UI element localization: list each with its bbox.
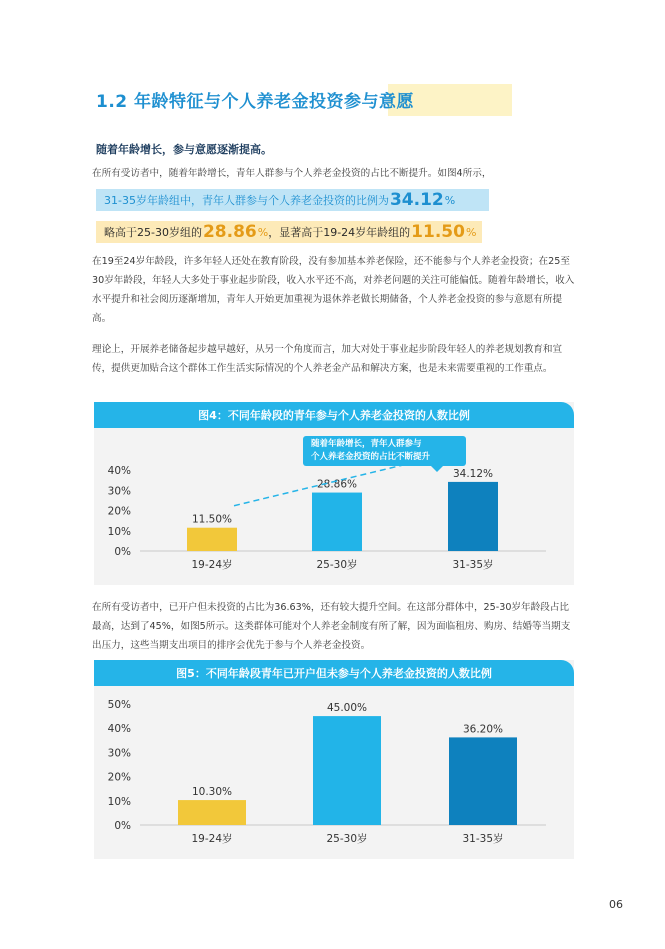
chart-2-x-tick: 25-30岁 — [326, 833, 368, 845]
highlight-2-middle: ，显著高于19-24岁年龄组的 — [268, 226, 411, 239]
chart-1-y-tick: 0% — [114, 546, 131, 558]
chart-1-y-tick: 30% — [107, 485, 131, 498]
highlight-2-value-1: 28.86 — [202, 222, 257, 242]
chart-1-bar — [312, 493, 362, 551]
section-title — [96, 82, 414, 116]
highlight-2-prefix: 略高于25-30岁组的 — [104, 226, 202, 239]
highlight-2-value-2: 11.50 — [411, 222, 465, 242]
chart-1 — [94, 402, 574, 585]
chart-1-y-tick: 20% — [107, 505, 131, 518]
highlight-2-unit-2: % — [465, 225, 477, 239]
chart-2-y-tick: 30% — [107, 747, 131, 760]
chart-1-plot — [94, 402, 574, 585]
chart-2-y-tick: 40% — [107, 723, 131, 736]
chart-2-bar — [313, 716, 381, 825]
chart-1-x-tick: 25-30岁 — [316, 559, 358, 571]
chart-2-y-tick: 10% — [107, 795, 131, 808]
chart-2-bar — [449, 737, 517, 825]
chart-2-data-label: 36.20% — [462, 723, 504, 736]
highlight-2-unit-1: % — [257, 225, 269, 239]
chart-2-y-tick: 20% — [107, 771, 131, 784]
chart-1-data-label: 34.12% — [452, 467, 494, 480]
chart-2-y-tick: 50% — [107, 699, 131, 711]
highlight-1-prefix: 31-35岁年龄组中，青年人群参与个人养老金投资的比例为 — [104, 194, 389, 207]
chart-2-x-tick: 19-24岁 — [191, 833, 233, 845]
paragraph-2: 在19至24岁年龄段，许多年轻人还处在教育阶段，没有参加基本养老保险，还不能参与个人养老金投资；在25至30岁年龄段，年轻人大多处于事业起步阶段，收入水平还不高，对养老问题的关注可能偏低。随着年龄增长，收入水平提升和社会阅历逐渐增加，青年人开始更加重视为退休养老做长期储备，个人养老金投资的参与意愿有所提高。 — [92, 256, 575, 324]
paragraph-4: 在所有受访者中，已开户但未投资的占比为36.63%，还有较大提升空间。在这部分群体中，25-30岁年龄段占比最高，达到了45%，如图5所示。这类群体可能对个人养老金制度有所了解，因为面临租房、购房、结婚等当期支出压力，这些当期支出项目的排序会优先于参与个人养老金投资。 — [92, 602, 571, 651]
callout-line-2: 个人养老金投资的占比不断提升 — [311, 452, 431, 462]
chart-1-y-tick: 10% — [107, 525, 131, 538]
chart-2-x-tick: 31-35岁 — [462, 833, 504, 845]
paragraph-3: 理论上，开展养老储备起步越早越好，从另一个角度而言，加大对处于事业起步阶段年轻人的养老规划教育和宣传，提供更加贴合这个群体工作生活实际情况的个人养老金产品和解决方案，也是未来需要重视的工作重点。 — [92, 344, 563, 374]
chart-2 — [94, 660, 574, 859]
chart-2-title: 图5：不同年龄段青年已开户但未参与个人养老金投资的人数比例 — [94, 660, 574, 686]
chart-2-data-label: 45.00% — [326, 702, 368, 715]
highlight-bar-1 — [96, 189, 489, 211]
subheading: 随着年龄增长，参与意愿逐渐提高。 — [96, 143, 272, 156]
chart-1-data-label: 11.50% — [191, 513, 233, 526]
chart-1-bar — [448, 482, 498, 551]
chart-1-callout — [303, 436, 466, 466]
page-number: 06 — [609, 898, 623, 911]
chart-1-bar — [187, 528, 237, 551]
section-title-text: 1.2 年龄特征与个人养老金投资参与意愿 — [96, 91, 415, 112]
chart-2-plot — [94, 660, 574, 859]
chart-1-data-label: 28.86% — [316, 478, 358, 491]
highlight-bar-2 — [96, 221, 482, 243]
paragraph-1: 在所有受访者中，随着年龄增长，青年人群参与个人养老金投资的占比不断提升。如图4所示， — [92, 168, 492, 179]
callout-line-1: 随着年龄增长，青年人群参与 — [311, 439, 422, 449]
chart-1-title: 图4：不同年龄段的青年参与个人养老金投资的人数比例 — [94, 402, 574, 428]
chart-1-y-tick: 40% — [107, 465, 131, 477]
chart-2-y-tick: 0% — [114, 820, 131, 832]
chart-1-x-tick: 31-35岁 — [452, 559, 494, 571]
chart-1-x-tick: 19-24岁 — [191, 559, 233, 571]
chart-2-bar — [178, 800, 246, 825]
highlight-1-value: 34.12 — [389, 190, 444, 210]
chart-2-data-label: 10.30% — [191, 786, 233, 799]
highlight-1-unit: % — [444, 193, 456, 207]
